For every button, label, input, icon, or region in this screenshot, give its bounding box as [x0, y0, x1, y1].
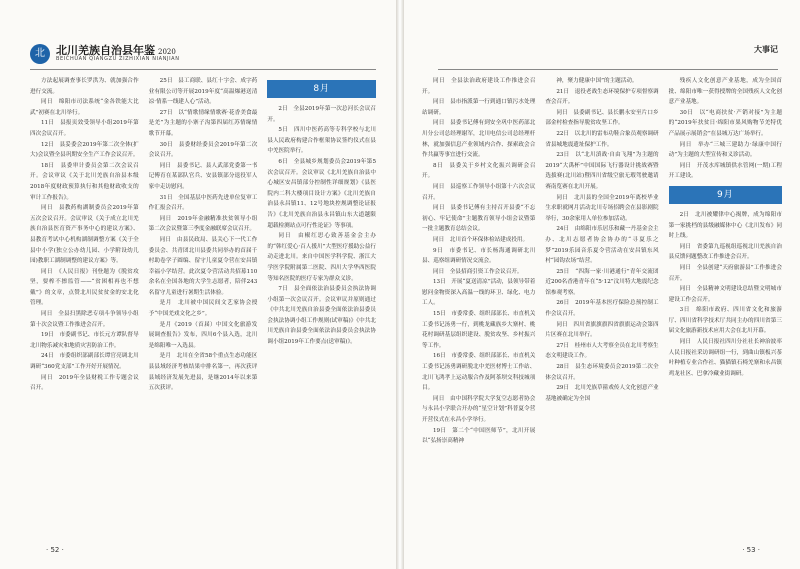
page-header-left	[30, 42, 376, 68]
right-page-columns	[422, 76, 782, 447]
entry-paragraph: 同日 全县创建“天府旅游县”工作推进会召开。	[668, 264, 782, 282]
column-6	[669, 76, 782, 447]
entry-paragraph: 25日 “四海一家·川港通行”青年交流团近200名香港青年在“5·12”汶川特大地震纪念馆参观考察。	[545, 268, 659, 296]
column-3	[267, 76, 376, 394]
entry-paragraph: 28日 县生态环境委员会2019第二次全体会议召开。	[545, 364, 659, 381]
entry-paragraph: 29日 北川羌族草箍戏传人文化创意产业基地被确定为全国	[545, 385, 659, 402]
book-title-text: 北川羌族自治县年鉴	[56, 44, 155, 57]
yearbook-logo-icon: 北	[30, 44, 50, 64]
entry-paragraph: 同日 全县法治政府建设工作推进会召开。	[422, 78, 536, 95]
entry-paragraph: 是月 北川被中国民间文艺家协会授予“中国羌戏文化之乡”。	[148, 300, 258, 318]
entry-paragraph: 16日 市委常委、组织部部长、市直机关工委书记汤勇调研脱北中羌医材博士工作站、北川飞鸿孝上运动服合作及阿茶坝交科技城项目。	[422, 353, 536, 392]
entry-paragraph: 23日 以“北川滇战·自由飞翔”为主题的2019“大禹杯”中国国际飞行器设计挑战赛暨选拔赛(北川站)暨四川省级空旅无瑕驾驶邀请赛南览赛在北川开展。	[545, 152, 659, 190]
entry-paragraph: 同日 北川首个环保体检站建成投用。	[433, 236, 529, 243]
entry-paragraph: 同日 举办“三城三建助力·绿康中国行动”为主题的大型宣传和义诊活动。	[668, 141, 782, 159]
entry-paragraph: 12日 县妥委会2019年第二次全体(扩大)会议暨全县巩期安全生产工作会议召开。	[30, 141, 139, 159]
entry-paragraph: 同日 全县扫黑除恶专项斗争领导小组第十次会议暨工作推进会召开。	[30, 311, 139, 328]
entry-paragraph: 同日 2019年全县财税工作专题会议召开。	[30, 374, 139, 392]
book-gutter	[396, 0, 404, 569]
page-number-right: · 53 ·	[742, 546, 760, 554]
entry-paragraph: 2日 北川被耀律中心揭牌，成为绵阳市第一家挑档的县级融媒体中心《北川发布》同时上线。	[668, 211, 782, 240]
column-2	[149, 76, 258, 394]
entry-paragraph: 15日 市委常委、组织部部长、市直机关工委书记汤勇一行，到桃龙藏族乡大寨村、桃花村调研基层组织建设、脱贫攻坚、乡村振兴等工作。	[422, 311, 536, 349]
entry-paragraph: 方法起展调查事长罗洪为、就加强合作进行交流。	[30, 78, 139, 95]
entry-paragraph: 同日 县委书记傅有主持召开县委“不忘初心、牢记使命”主题教育领导小组会议暨第一批主题教育总结会议。	[422, 205, 536, 233]
right-page	[404, 0, 800, 569]
entry-paragraph: 6日 全县城乡规划委员会2019年第5次会议召开。会议审议《北川羌族自治县中心城区安昌镇部分控制性详细规划》《县医院内二科大楼项目设计方案》《北川羌族自治县永昌镇11、12号地块控规调整论证报告》《北川羌族自治县永昌镇山东大道越限超载检测站点可行性论证》等事项。	[267, 158, 377, 229]
entry-paragraph: 同日 全县精神文明建设总结暨文明城市建设工作会召开。	[668, 286, 782, 303]
entry-paragraph: 同日 由县民政局、县关心下一代工作委员会、共青团北川县委共同举办的首届千村助卷学子圆编、留守儿童夏令营在安昌镇幸福小学结营。此次夏令营活动共招募110余名在全国各地的大学生志愿者，陪伴243名留守儿童进行暑期生活体验。	[148, 236, 258, 296]
entry-paragraph: 30日 县委财经委员会2019年第二次会议召开。	[148, 141, 258, 159]
entry-paragraph: 31日 全国基层中医药先进单位复审工作汇报会召开。	[148, 194, 258, 212]
entry-paragraph: 神，聚力健康中国”的主题活动。	[556, 78, 638, 84]
entry-paragraph: 同日 2019年金融精准扶贫领导小组第二次会议暨第三季度金融联席会议召开。	[148, 215, 258, 233]
entry-paragraph: 27日 以“情歌情缘情歌赛·花香美食最是羌”为主题的小寨子沟第四届红苏情缘情歌节开幕。	[148, 109, 258, 137]
entry-paragraph: 30日 以“电商扶贫·产销对接”为主题的“2019年扶贫日·绵阳市果风购物节羌特优产品展示展销会”在县城万达广场举行。	[668, 109, 782, 137]
entry-paragraph: 同日 县委书记傅有到安全巩中医药部北川分公司总经理谢军，北川电信公司总经理杆林，就加强信息产业领域内合作、探索政会合作共赢等事宜进行交流。	[422, 120, 536, 159]
entry-paragraph: 是月 北川在全省58个重点生态功能区县县域经济考核结果中排名第一，再次获评县域经济发展先进县，是继2014年以来第五次获评。	[148, 353, 258, 392]
entry-paragraph: 22日 以北川的雷布功鞋合象员观察调研省县城地震遗址保护工作。	[545, 130, 659, 148]
entry-paragraph: 同日 县委书记、县人武部党委第一书记傅育在某部队官兵、安县镇部分退役军人家中走访慰问。	[148, 162, 258, 190]
entry-paragraph: 同日 县委副书记、县长鹏永安至片口乡部金村检查指导脱贫攻坚工作。	[545, 109, 659, 127]
book-subtitle: BEICHUAN QIANGZU ZIZHIXIAN NIANJIAN	[56, 56, 180, 62]
entry-paragraph: 同日 四川省旗旗旗四省旗旗运动会第四片区赛在北川举行。	[545, 321, 659, 339]
entry-paragraph: 19日 第二个“中国医师节”，北川开展以“弘扬崇高精神	[422, 427, 536, 445]
entry-paragraph: 9日 市委书记、市长杨海通调研北川县、巡察组调研情况交流会。	[422, 247, 536, 265]
entry-paragraph: 26日 2019年基本医疗保险总预控制工作会议召开。	[545, 300, 659, 318]
entry-paragraph: 是月《2019（首届）中国文化旅游发展调查报告》发布，四川6个县入选，北川是绵阳唯一入选县。	[148, 321, 258, 349]
entry-paragraph: 同日 人民日报社四川分社社长神治波率人民日报社采访调研组一行，到曲山镇板兴茶叶种植专业合作社、猫猫镇石椅羌寨和永昌镇鸡龙社区、巴拿冷藏业街调研。	[668, 339, 782, 377]
entry-paragraph: 同日 绵阳市司法系统“金各铁能大比武”初赛在北川举行。	[30, 99, 139, 116]
entry-paragraph: 25日 县工商联、县红十字会、成字药业有限公司等开展2019年度“高温爆港送清凉·情系一线建人心”活动。	[148, 78, 258, 106]
entry-paragraph: 3日 绵阳市政府、四川省文化和旅游厅、四川省科学技术厅共同主办的四川省第三届文化旅游新技术应用大会在北川开幕。	[668, 307, 782, 335]
entry-paragraph: 同日 北川县的全国全2019年离校毕业生求职就网月活动北川专场招聘会在县影剧院举行，30余家用人单位参加活动。	[545, 194, 659, 222]
page-number-left: · 52 ·	[46, 546, 64, 554]
entry-paragraph: 同日 《人民日报》刊登题为《脱贫攻坚，要榨不擦监管——“贫困相再也不想戴”》的文章，点赞北川民贫贫金的安北化管理。	[30, 268, 139, 307]
entry-paragraph: 残疾人文化创意产业基地，成为全国首批、绵阳市唯一获得授牌的全国残疾人文化创意产业基地。	[668, 78, 782, 106]
entry-paragraph: 11日 县报页效受领导小组2019年第四次会议召开。	[30, 120, 139, 137]
month-heading-august: 8月	[267, 80, 376, 98]
section-label: 大事记	[754, 45, 778, 54]
page-header-right	[708, 42, 778, 68]
entry-paragraph: 7日 县全面依法治县委员会执法协调小组第一次会议召开。会议审议并原则通过《中共北川羌族自治县委全面依法治县委员会执法协调小组工作规则(试审稿)》《中共北川羌族自治县委全面依法治县委员会执法协调小组2019年工作要点(送审稿)》。	[267, 286, 377, 346]
entry-paragraph: 同日 开茂水库城镇供水管网(一期)工程开工建设。	[668, 162, 782, 180]
left-page-columns	[30, 76, 376, 394]
entry-paragraph: 同日 县巡察工作领导小组第十六次会议召开。	[422, 183, 536, 201]
entry-paragraph: 同日 省委第九巡视组巡视北川羌族自治县反馈问题整改工作推进会召开。	[668, 243, 782, 261]
entry-paragraph: 21日 退役老战生态环境保护专项督察调查会召开。	[545, 88, 659, 106]
entry-paragraph: 8日 县委关于乡村文化振兴调研会召开。	[422, 162, 536, 180]
entry-paragraph: 同日 由中国科学院大学复空志愿者协会与永昌小学联合开办的“星空计划”科普夏令营开营仪式在永昌小学举行。	[422, 395, 536, 423]
entry-paragraph: 27日 桂州市人大考察全员在北川考察生态文明建设工作。	[545, 342, 659, 360]
entry-paragraph: 13日 开展“夏送清凉”活动，县领导带着慰问金物资深入高温一线的环卫、绿化、电力工人。	[422, 279, 536, 307]
column-5	[545, 76, 658, 447]
entry-paragraph: 同日 县市指派第一行到通口镇污水处理站调研。	[422, 99, 536, 116]
entry-paragraph: 18日 县委审计委员会第二次会议召开。会议审议《关于北川羌族自治县本级2018年度财政预算执行和其他财政收支的审计工作报告》。	[30, 162, 139, 201]
entry-paragraph: 同日 全县招商引资工作会议召开。	[433, 268, 523, 275]
header-rule	[438, 69, 778, 70]
entry-paragraph: 5日 四川中医药高等专科学校与北川县人民政府构建合作框架协议签约仪式在县中羌医院举行。	[267, 127, 377, 155]
entry-paragraph: 24日 由绵阳市乐居乐和藏一丹基金会主办、北川志愿者协会协办的“寻夏乐之梦”2019乐园音乐夏令营活动在安昌镇东风村“园钩农场”结营。	[545, 226, 659, 265]
column-4	[422, 76, 535, 447]
entry-paragraph: 同日 县教药构湖制委员会2019年第五次会议召开。会议审议《关于成立北川羌族自治县医育资产事务中心的建议方案》、县教育考试中心机构湖制调整方案《关于全县中小学(独立公办幼儿园、小学附设幼儿园)教职工湖制调整的建议方案》等。	[30, 205, 139, 265]
left-page	[0, 0, 396, 569]
entry-paragraph: 19日 市委副书记、市长元方谭队督导北川物乐减灾和地质灾害防治工作。	[30, 332, 139, 349]
book-year: 2020	[158, 48, 176, 56]
header-rule	[30, 69, 376, 70]
entry-paragraph: 同日 由椒红思心致善基金会主办的“韩红爱心·百人援川”大型医疗援助公益行动走进北川。来自中国医学科学院、浙江大学医学院附属第二医院、四川大学华西医院等知名医院的医疗专家为群众义诊。	[267, 233, 377, 282]
entry-paragraph: 2日 全县2019年第一次总河长会议召开。	[267, 106, 377, 123]
column-1	[30, 76, 139, 394]
month-heading-september: 9月	[669, 186, 782, 204]
entry-paragraph: 24日 市委组织部副部长谭官亮调北川调研“360党支部”工作开好开展情况。	[30, 353, 139, 371]
